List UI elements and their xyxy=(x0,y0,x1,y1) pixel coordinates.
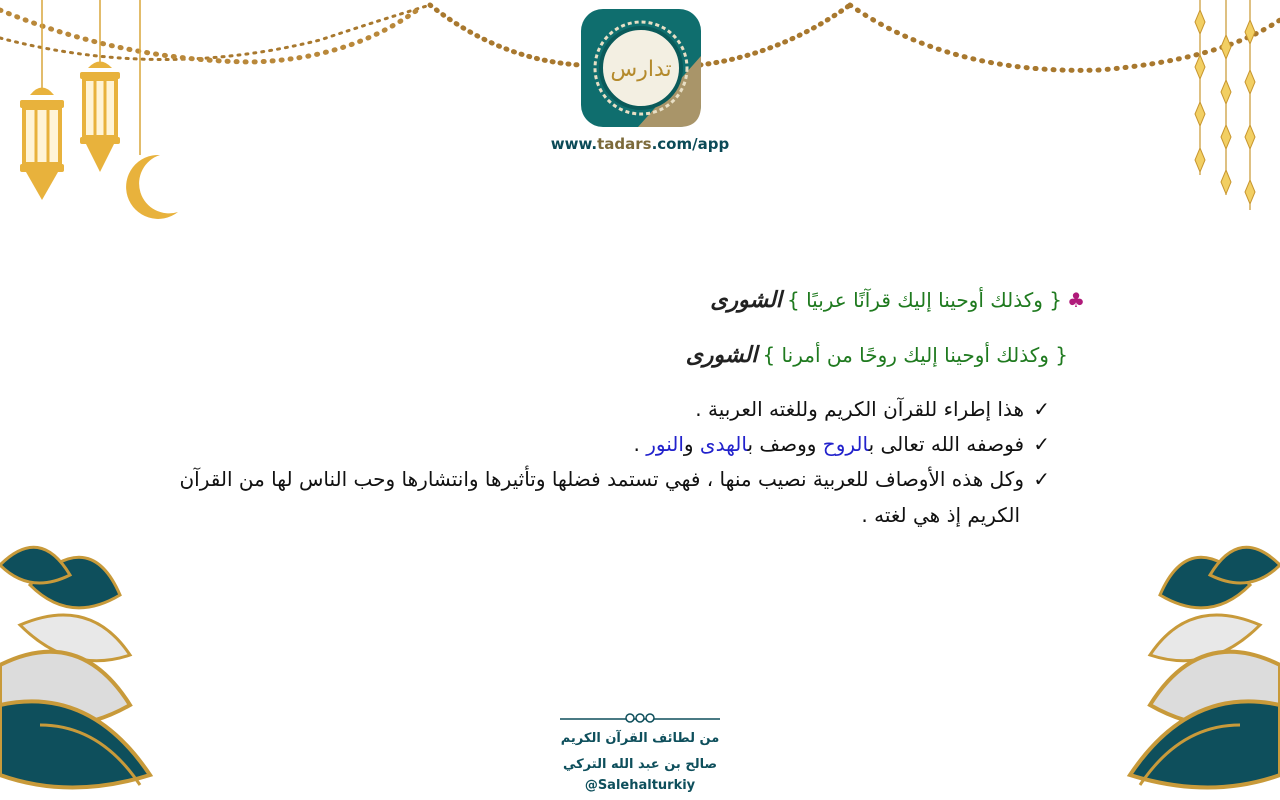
point-text: . xyxy=(633,432,647,456)
club-icon: ♣ xyxy=(1067,288,1085,312)
logo-text: تدارس xyxy=(610,57,672,82)
floral-corner-left-decoration xyxy=(0,525,200,800)
point-2 xyxy=(634,432,1051,456)
point-text: هذا إطراء للقرآن الكريم وللغته العربية . xyxy=(695,397,1024,421)
verse-line-2 xyxy=(686,343,1068,368)
highlight-word: النور xyxy=(646,432,684,456)
point-text: فوصفه الله تعالى ب xyxy=(868,432,1024,456)
point-1 xyxy=(695,397,1050,421)
bead-garland-left xyxy=(0,5,580,65)
tadars-logo xyxy=(578,6,704,130)
lantern-icon xyxy=(80,0,120,172)
highlight-word: الروح xyxy=(822,432,869,456)
footer-author: صالح بن عبد الله التركي xyxy=(562,757,718,772)
surah-name: الشورى xyxy=(685,343,758,368)
point-3 xyxy=(179,467,1050,491)
highlight-word: الهدى xyxy=(699,432,748,456)
checkmark-icon: ✓ xyxy=(1033,432,1050,456)
app-url[interactable]: www.tadars.com/app xyxy=(550,135,730,153)
point-text: الكريم إذ هي لغته . xyxy=(861,503,1020,527)
ornamental-divider xyxy=(560,710,720,726)
point-3-continued xyxy=(861,503,1020,527)
point-text: و xyxy=(683,432,700,456)
footer-handle[interactable]: @Salehalturkiy xyxy=(584,778,696,793)
verse-line-1 xyxy=(710,288,1085,313)
verse-text: { وكذلك أوحينا إليك قرآنًا عربيًا } xyxy=(786,288,1062,312)
crescent-moon-icon xyxy=(126,0,178,219)
surah-name: الشورى xyxy=(710,288,782,313)
point-text: وكل هذه الأوصاف للعربية نصيب منها ، فهي تستمد فضلها وتأثيرها وانتشارها وحب الناس لها من القرآن xyxy=(179,467,1024,491)
hanging-ornaments-icon xyxy=(1195,0,1255,210)
bead-garland-right xyxy=(700,5,1280,70)
point-text: ووصف ب xyxy=(747,432,823,456)
checkmark-icon: ✓ xyxy=(1033,467,1050,491)
footer-series-title: من لطائف القرآن الكريم xyxy=(560,731,720,746)
verse-text: { وكذلك أوحينا إليك روحًا من أمرنا } xyxy=(762,343,1068,367)
checkmark-icon: ✓ xyxy=(1033,397,1050,421)
floral-corner-right-decoration xyxy=(1085,525,1280,800)
